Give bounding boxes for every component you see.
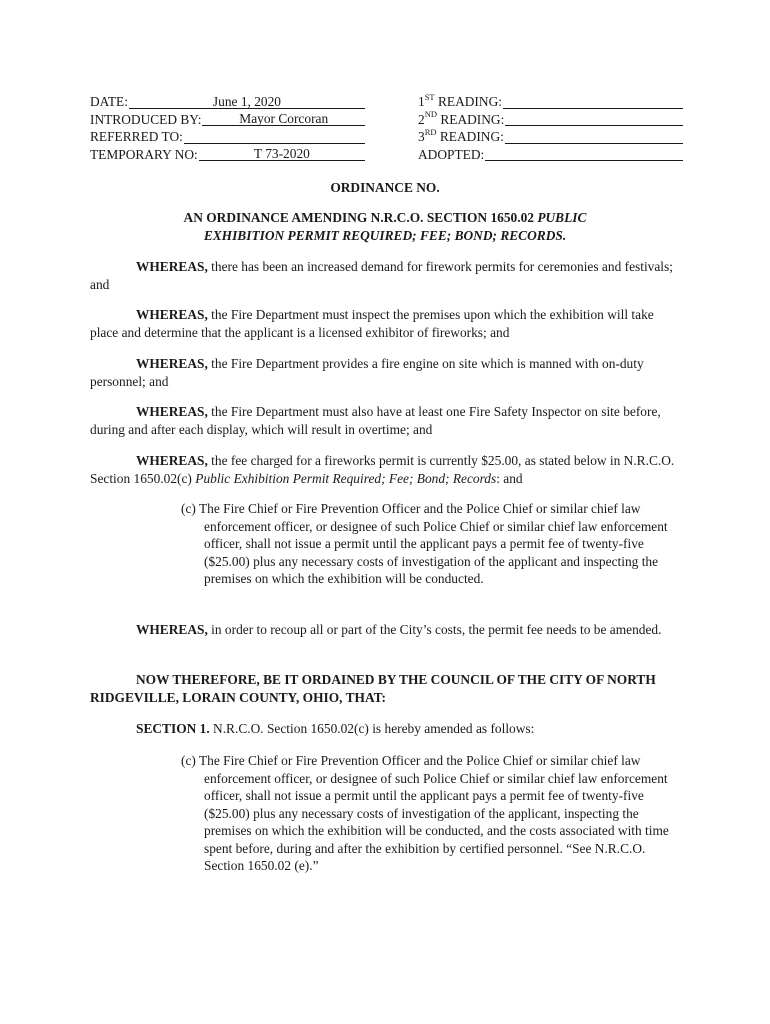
whereas-text: in order to recoup all or part of the City’s costs, the permit fee needs to be amended. [211,622,662,637]
date-label: DATE: [90,94,128,109]
ordinance-title [90,209,680,244]
whereas-text: the Fire Department must inspect the premises upon which the exhibition will take place and determine that the applicant is a licensed exhibitor of fireworks; and [90,307,654,340]
referred-value [184,129,365,144]
whereas-clause-1 [90,258,680,293]
title-italic-line2: EXHIBITION PERMIT REQUIRED; FEE; BOND; RECORDS. [203,227,567,243]
temporary-label: TEMPORARY NO: [90,146,198,162]
whereas-keyword: WHEREAS, [136,356,208,371]
whereas-text: the Fire Department must also have at least one Fire Safety Inspector on site before, during and after each display, which will result in overtime; and [90,404,661,437]
whereas-keyword: WHEREAS, [136,404,208,419]
whereas-clause-3 [90,355,680,390]
adopted-label: ADOPTED: [418,146,485,162]
quoted-subsection-original: (c) The Fire Chief or Fire Prevention Officer and the Police Chief or similar chief law enforcement officer, or designee of such Police Chief or similar chief law enforcement officer, shall not issue a permit until the applicant pays a permit fee of twenty-five ($25.00) plus any necessary costs of investigation of the applicant and inspecting the premises on which the exhibition will be conducted. [181,501,668,586]
referred-label: REFERRED TO: [90,129,183,144]
whereas-clause-5 [90,452,680,487]
date-row [90,93,365,111]
adopted-row [418,146,683,164]
whereas-clause-6 [90,621,680,639]
whereas-keyword: WHEREAS, [136,307,208,322]
section-1-text: N.R.C.O. Section 1650.02(c) is hereby amended as follows: [213,721,535,736]
whereas-clause-4 [90,403,680,438]
title-italic-line1: PUBLIC [537,210,587,225]
whereas-clause-2 [90,306,680,341]
ordinance-number-heading: ORDINANCE NO. [330,180,440,195]
whereas-text: there has been an increased demand for firework permits for ceremonies and festivals; and [90,259,673,292]
adopted-value [485,146,683,161]
header-right-block [418,93,683,163]
first-reading-value [503,94,683,109]
first-reading-row [418,93,683,111]
whereas-text: the Fire Department provides a fire engine on site which is manned with on-duty personnel; and [90,356,644,389]
header-left-block [90,93,365,163]
second-reading-value [505,111,683,126]
third-reading-row [418,128,683,146]
second-reading-label: 2ND READING: [418,109,505,127]
whereas-text: the fee charged for a fireworks permit is currently $25.00, as stated below in N.R.C.O. Section 1650.02(c) [90,453,675,486]
second-reading-row [418,111,683,129]
first-reading-label: 1ST READING: [418,91,502,109]
section-1 [90,720,680,738]
whereas-keyword: WHEREAS, [136,259,208,274]
whereas-keyword: WHEREAS, [136,453,208,468]
ordained-clause: NOW THEREFORE, BE IT ORDAINED BY THE COUNCIL OF THE CITY OF NORTH RIDGEVILLE, LORAIN COUNTY, OHIO, THAT: [90,672,656,705]
temporary-value: T 73-2020 [199,146,365,161]
introduced-row [90,111,365,129]
date-value: June 1, 2020 [129,94,365,109]
title-bold-part: AN ORDINANCE AMENDING N.R.C.O. SECTION 1650.02 [183,210,534,225]
quoted-subsection-amended: (c) The Fire Chief or Fire Prevention Officer and the Police Chief or similar chief law enforcement officer, or designee of such Police Chief or similar chief law enforcement officer, shall not issue a permit until the applicant pays a permit fee of twenty-five ($25.00) plus any necessary costs of investigation of the applicant, inspecting the premises on which the exhibition will be conducted, and the costs associated with time spent before, during and after the exhibition by certified personnel. “See N.R.C.O. Section 1650.02 (e).” [181,753,669,873]
third-reading-value [505,129,683,144]
third-reading-label: 3RD READING: [418,126,504,144]
section-1-label: SECTION 1. [136,721,210,736]
introduced-value: Mayor Corcoran [202,111,365,126]
referred-row [90,128,365,146]
whereas-keyword: WHEREAS, [136,622,208,637]
introduced-label: INTRODUCED BY: [90,111,202,127]
whereas-italic-title: Public Exhibition Permit Required; Fee; Bond; Records [195,470,497,486]
whereas-text-end: : and [496,470,523,486]
temporary-row [90,146,365,164]
